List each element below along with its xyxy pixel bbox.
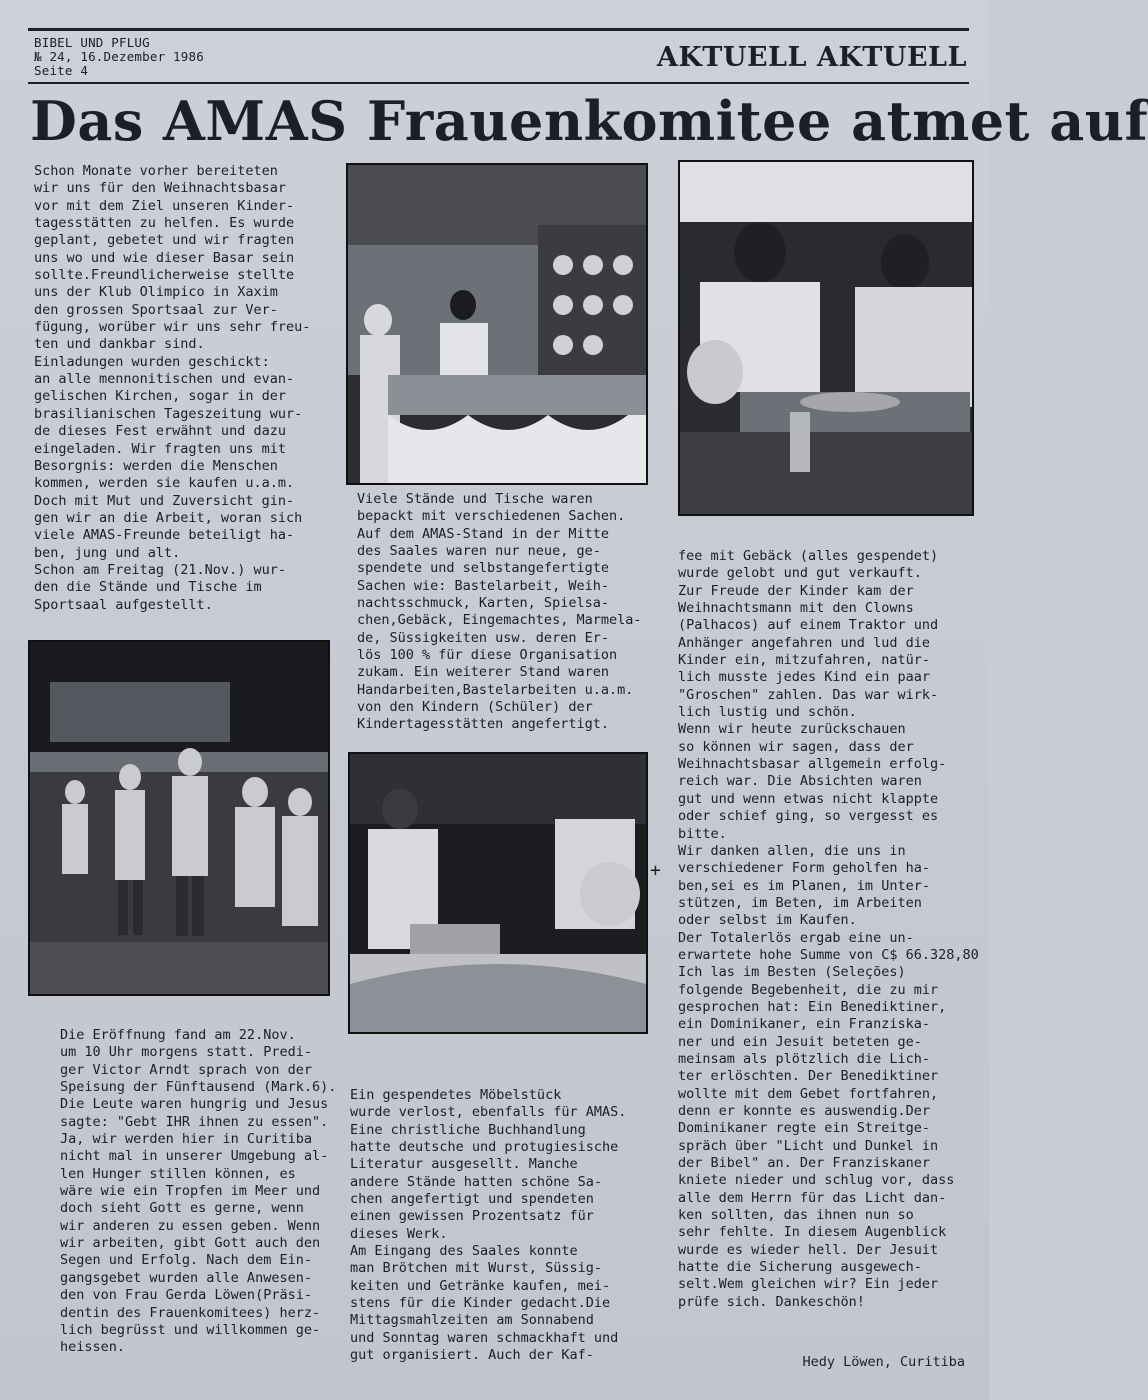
text-line: selt.Wem gleichen wir? Ein jeder <box>678 1276 939 1293</box>
text-line: den die Stände und Tische im <box>34 579 262 596</box>
text-line: hatte deutsche und protugiesische <box>350 1139 619 1156</box>
text-line: ger Victor Arndt sprach von der <box>60 1061 312 1078</box>
text-line: wollte mit dem Gebet fortfahren, <box>678 1085 939 1102</box>
photo-amas-stand <box>346 163 648 485</box>
text-line: spendete und selbstangefertigte <box>357 560 609 577</box>
text-line: vor mit dem Ziel unseren Kinder- <box>34 197 295 214</box>
column-3 <box>678 548 979 1311</box>
text-line: fügung, worüber wir uns sehr freu- <box>34 319 311 336</box>
text-line: Zur Freude der Kinder kam der <box>678 582 914 599</box>
text-line: sehr fehlte. In diesem Augenblick <box>678 1224 947 1241</box>
text-line: Am Eingang des Saales konnte <box>350 1243 578 1260</box>
text-line: geplant, gebetet und wir fragten <box>34 232 295 249</box>
text-line: wir arbeiten, gibt Gott auch den <box>60 1235 321 1252</box>
text-line: Schon am Freitag (21.Nov.) wur- <box>34 561 286 578</box>
issue-date: № 24, 16.Dezember 1986 <box>34 49 204 64</box>
text-line: uns wo und wie dieser Basar sein <box>34 249 295 266</box>
text-line: Wenn wir heute zurückschauen <box>678 721 906 738</box>
text-line: Die Leute waren hungrig und Jesus <box>60 1096 329 1113</box>
text-line: fee mit Gebäck (alles gespendet) <box>678 548 939 564</box>
text-line: wir uns für den Weihnachtsbasar <box>34 180 286 197</box>
masthead-info <box>34 36 204 78</box>
text-line: an alle mennonitischen und evan- <box>34 371 295 388</box>
text-line: Handarbeiten,Bastelarbeiten u.a.m. <box>357 681 634 698</box>
column-2-top <box>357 491 644 734</box>
text-line: viele AMAS-Freunde beteiligt ha- <box>34 527 295 544</box>
text-line: zukam. Ein weiterer Stand waren <box>357 664 609 681</box>
text-line: chen,Gebäck, Eingemachtes, Marmela- <box>357 612 642 629</box>
column-1-bottom <box>60 1027 337 1357</box>
text-line: Dominikaner regte ein Streitge- <box>678 1120 930 1137</box>
article-headline: Das AMAS Frauenkomitee atmet auf <box>30 89 1148 153</box>
text-line: so können wir sagen, dass der <box>678 738 914 755</box>
text-line: len Hunger stillen können, es <box>60 1165 296 1182</box>
text-line: ben,sei es im Planen, im Unter- <box>678 877 930 894</box>
publication-name: BIBEL UND PFLUG <box>34 35 150 50</box>
text-line: Der Totalerlös ergab eine un- <box>678 929 914 946</box>
text-line: doch sieht Gott es gerne, wenn <box>60 1200 304 1217</box>
text-line: um 10 Uhr morgens statt. Predi- <box>60 1044 312 1061</box>
text-line: lich lustig und schön. <box>678 704 857 721</box>
text-line: Auf dem AMAS-Stand in der Mitte <box>357 525 609 542</box>
text-line: erwartete hohe Summe von C$ 66.328,80 <box>678 946 979 963</box>
column-2-bottom <box>350 1087 644 1365</box>
text-line: Speisung der Fünftausend (Mark.6). <box>60 1079 337 1096</box>
text-line: Ja, wir werden hier in Curitiba <box>60 1131 312 1148</box>
text-line: wir anderen zu essen geben. Wenn <box>60 1217 321 1234</box>
text-line: hatte die Sicherung ausgewech- <box>678 1259 922 1276</box>
text-line: sagte: "Gebt IHR ihnen zu essen". <box>60 1113 329 1130</box>
text-line: prüfe sich. Dankeschön! <box>678 1293 865 1310</box>
text-line: Kinder ein, mitzufahren, natür- <box>678 652 930 669</box>
text-line: oder schief ging, so vergesst es <box>678 808 939 825</box>
text-line: lös 100 % für diese Organisation <box>357 647 618 664</box>
text-line: Ich las im Besten (Seleções) <box>678 964 906 981</box>
header-rule <box>28 82 969 84</box>
text-line: de, Süssigkeiten usw. deren Er- <box>357 629 609 646</box>
text-line: stützen, im Beten, im Arbeiten <box>678 894 922 911</box>
text-line: gesprochen hat: Ein Benediktiner, <box>678 998 947 1015</box>
text-line: Weihnachtsmann mit den Clowns <box>678 600 914 617</box>
text-line: gangsgebet wurden alle Anwesen- <box>60 1269 312 1286</box>
text-line: eingeladen. Wir fragten uns mit <box>34 440 286 457</box>
text-line: Literatur ausgesellt. Manche <box>350 1156 578 1173</box>
text-line: ter erlöschten. Der Benediktiner <box>678 1068 939 1085</box>
text-line: Schon Monate vorher bereiteten <box>34 163 278 179</box>
text-line: nachtsschmuck, Karten, Spielsa- <box>357 595 609 612</box>
text-line: man Brötchen mit Wurst, Süssig- <box>350 1260 602 1277</box>
text-line: Ein gespendetes Möbelstück <box>350 1087 562 1103</box>
text-line: sollte.Freundlicherweise stellte <box>34 267 295 284</box>
text-line: und Sonntag waren schmackhaft und <box>350 1329 619 1346</box>
text-line: Einladungen wurden geschickt: <box>34 353 270 370</box>
text-line: gut und wenn etwas nicht klappte <box>678 790 939 807</box>
text-line: wurde verlost, ebenfalls für AMAS. <box>350 1104 627 1121</box>
text-line: den von Frau Gerda Löwen(Präsi- <box>60 1287 312 1304</box>
text-line: bitte. <box>678 825 727 842</box>
text-line: ken sollten, das ihnen nun so <box>678 1207 914 1224</box>
text-line: Mittagsmahlzeiten am Sonnabend <box>350 1312 594 1329</box>
text-line: einen gewissen Prozentsatz für <box>350 1208 594 1225</box>
text-line: Weihnachtsbasar allgemein erfolg- <box>678 756 947 773</box>
text-line: Segen und Erfolg. Nach dem Ein- <box>60 1252 312 1269</box>
text-line: andere Stände hatten schöne Sa- <box>350 1173 602 1190</box>
text-line: ten und dankbar sind. <box>34 336 205 353</box>
text-line: keiten und Getränke kaufen, mei- <box>350 1277 611 1294</box>
text-line: folgende Begebenheit, die zu mir <box>678 981 939 998</box>
text-line: lich musste jedes Kind ein paar <box>678 669 930 686</box>
text-line: "Groschen" zahlen. Das war wirk- <box>678 686 939 703</box>
top-rule <box>28 28 969 31</box>
text-line: alle dem Herrn für das Licht dan- <box>678 1189 947 1206</box>
text-line: bepackt mit verschiedenen Sachen. <box>357 508 626 525</box>
text-line: nicht mal in unserer Umgebung al- <box>60 1148 329 1165</box>
section-title: AKTUELL AKTUELL <box>656 42 967 73</box>
text-line: stens für die Kinder gedacht.Die <box>350 1295 611 1312</box>
text-line: Sachen wie: Bastelarbeit, Weih- <box>357 577 609 594</box>
text-line: gut organisiert. Auch der Kaf- <box>350 1347 594 1364</box>
text-line: verschiedener Form geholfen ha- <box>678 860 930 877</box>
text-line: Kindertagesstätten angefertigt. <box>357 716 609 733</box>
text-line: spräch über "Licht und Dunkel in <box>678 1137 939 1154</box>
text-line: de dieses Fest erwähnt und dazu <box>34 423 286 440</box>
photo-crowd <box>28 640 330 996</box>
text-line: lich begrüsst und willkommen ge- <box>60 1321 321 1338</box>
text-line: Doch mit Mut und Zuversicht gin- <box>34 492 295 509</box>
text-line: kniete nieder und schlug vor, dass <box>678 1172 955 1189</box>
text-line: Sportsaal aufgestellt. <box>34 596 213 613</box>
text-line: der Bibel" an. Der Franziskaner <box>678 1155 930 1172</box>
text-line: den grossen Sportsaal zur Ver- <box>34 301 278 318</box>
text-line: tagesstätten zu helfen. Es wurde <box>34 215 295 232</box>
text-line: des Saales waren nur neue, ge- <box>357 543 601 560</box>
text-line: heissen. <box>60 1339 126 1356</box>
text-line: wäre wie ein Tropfen im Meer und <box>60 1183 321 1200</box>
text-line: meinsam als plötzlich die Lich- <box>678 1050 930 1067</box>
page-number: Seite 4 <box>34 63 89 78</box>
text-line: kommen, werden sie kaufen u.a.m. <box>34 475 295 492</box>
text-line: Wir danken allen, die uns in <box>678 842 906 859</box>
text-line: gelischen Kirchen, sogar in der <box>34 388 286 405</box>
text-line: wurde gelobt und gut verkauft. <box>678 565 922 582</box>
photo-women-at-table <box>348 752 648 1034</box>
text-line: denn er konnte es auswendig.Der <box>678 1103 930 1119</box>
text-line: gen wir an die Arbeit, woran sich <box>34 509 303 526</box>
text-line: brasilianischen Tageszeitung wur- <box>34 405 303 422</box>
text-line: ben, jung und alt. <box>34 544 181 561</box>
photo-men-serving <box>678 160 974 516</box>
margin-mark: + <box>650 860 661 881</box>
text-line: (Palhacos) auf einem Traktor und <box>678 617 939 634</box>
column-1-top <box>34 163 327 614</box>
text-line: dentin des Frauenkomitees) herz- <box>60 1304 321 1321</box>
text-line: von den Kindern (Schüler) der <box>357 699 593 716</box>
text-line: chen angefertigt und spendeten <box>350 1191 594 1208</box>
text-line: wurde es wieder hell. Der Jesuit <box>678 1241 939 1258</box>
text-line: dieses Werk. <box>350 1225 448 1242</box>
author-signature: Hedy Löwen, Curitiba <box>802 1354 965 1370</box>
text-line: Viele Stände und Tische waren <box>357 491 593 507</box>
text-line: uns der Klub Olimpico in Xaxim <box>34 284 278 301</box>
text-line: Anhänger angefahren und lud die <box>678 634 930 651</box>
text-line: reich war. Die Absichten waren <box>678 773 922 790</box>
text-line: ner und ein Jesuit beteten ge- <box>678 1033 922 1050</box>
text-line: ein Dominikaner, ein Franziska- <box>678 1016 930 1033</box>
text-line: Besorgnis: werden die Menschen <box>34 457 278 474</box>
text-line: oder selbst im Kaufen. <box>678 912 857 929</box>
text-line: Eine christliche Buchhandlung <box>350 1121 586 1138</box>
text-line: Die Eröffnung fand am 22.Nov. <box>60 1027 296 1043</box>
